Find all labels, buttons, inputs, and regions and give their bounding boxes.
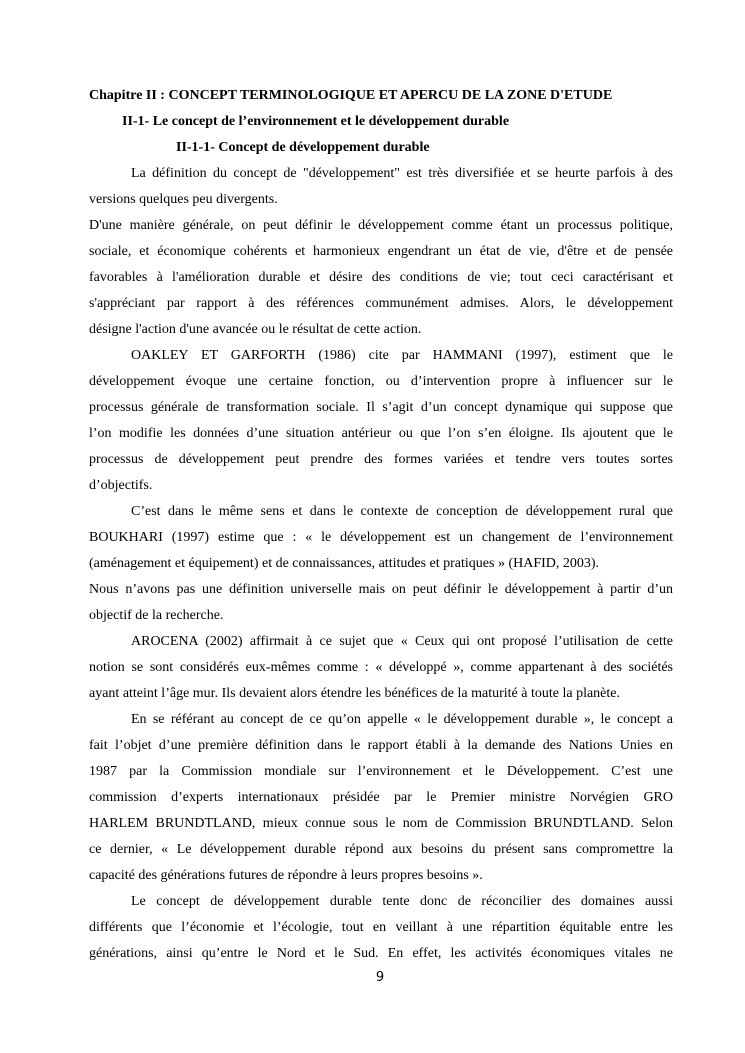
text-line: ce dernier, « Le développement durable répond aux besoins du présent sans compromettre la bbox=[89, 842, 673, 857]
text-line: HARLEM BRUNDTLAND, mieux connue sous le nom de Commission BRUNDTLAND. Selon bbox=[89, 816, 673, 831]
text-line: notion se sont considérés eux-mêmes comme : « développé », comme appartenant à des sociétés bbox=[89, 660, 673, 675]
text-line: La définition du concept de "développement" est très diversifiée et se heurte parfois à des bbox=[131, 166, 673, 181]
text-line: Nous n’avons pas une définition universelle mais on peut définir le développement à partir d’un bbox=[89, 582, 673, 597]
text-line: OAKLEY ET GARFORTH (1986) cite par HAMMANI (1997), estiment que le bbox=[131, 348, 673, 363]
section-heading: II-1- Le concept de l’environnement et le développement durable bbox=[122, 114, 510, 129]
text-line: d’objectifs. bbox=[89, 478, 153, 493]
text-line: s'appréciant par rapport à des références communément admises. Alors, le développement bbox=[89, 296, 673, 311]
text-line: Le concept de développement durable tente donc de réconcilier des domaines aussi bbox=[131, 894, 673, 909]
text-line: désigne l'action d'une avancée ou le résultat de cette action. bbox=[89, 322, 422, 337]
text-line: processus de développement peut prendre des formes variées et tendre vers toutes sortes bbox=[89, 452, 673, 467]
text-line: D'une manière générale, on peut définir le développement comme étant un processus politique, bbox=[89, 218, 673, 233]
text-line: sociale, et économique cohérents et harmonieux engendrant un état de vie, d'être et de pensée bbox=[89, 244, 673, 259]
text-line: fait l’objet d’une première définition dans le rapport établi à la demande des Nations Unies en bbox=[89, 738, 673, 753]
text-line: générations, ainsi qu’entre le Nord et le Sud. En effet, les activités économiques vitales ne bbox=[89, 946, 673, 961]
page-number: 9 bbox=[375, 970, 385, 985]
text-line: BOUKHARI (1997) estime que : « le développement est un changement de l’environnement bbox=[89, 530, 673, 545]
text-line: versions quelques peu divergents. bbox=[89, 192, 278, 207]
text-line: commission d’experts internationaux présidée par le Premier ministre Norvégien GRO bbox=[89, 790, 673, 805]
text-line: capacité des générations futures de répondre à leurs propres besoins ». bbox=[89, 868, 483, 883]
text-line: C’est dans le même sens et dans le contexte de conception de développement rural que bbox=[131, 504, 673, 519]
text-line: En se référant au concept de ce qu’on appelle « le développement durable », le concept a bbox=[131, 712, 673, 727]
text-line: processus générale de transformation sociale. Il s’agit d’un concept dynamique qui suppose que bbox=[89, 400, 673, 415]
text-line: (aménagement et équipement) et de connaissances, attitudes et pratiques » (HAFID, 2003). bbox=[89, 556, 600, 571]
text-line: ayant atteint l’âge mur. Ils devaient alors étendre les bénéfices de la maturité à toute la planète. bbox=[89, 686, 620, 701]
text-line: favorables à l'amélioration durable et désire des conditions de vie; tout ceci caractérisant et bbox=[89, 270, 673, 285]
chapter-heading: Chapitre II : CONCEPT TERMINOLOGIQUE ET APERCU DE LA ZONE D'ETUDE bbox=[89, 88, 613, 103]
text-line: l’on modifie les données d’une situation antérieur ou que l’on s’en éloigne. Ils ajoutent que le bbox=[89, 426, 673, 441]
text-line: différents que l’économie et l’écologie, tout en veillant à une répartition équitable entre les bbox=[89, 920, 673, 935]
text-line: 1987 par la Commission mondiale sur l’environnement et le Développement. C’est une bbox=[89, 764, 673, 779]
text-line: objectif de la recherche. bbox=[89, 608, 224, 623]
subsection-heading: II-1-1- Concept de développement durable bbox=[176, 140, 430, 155]
text-line: AROCENA (2002) affirmait à ce sujet que « Ceux qui ont proposé l’utilisation de cette bbox=[131, 634, 673, 649]
text-line: développement évoque une certaine fonction, ou d’intervention propre à influencer sur le bbox=[89, 374, 673, 389]
